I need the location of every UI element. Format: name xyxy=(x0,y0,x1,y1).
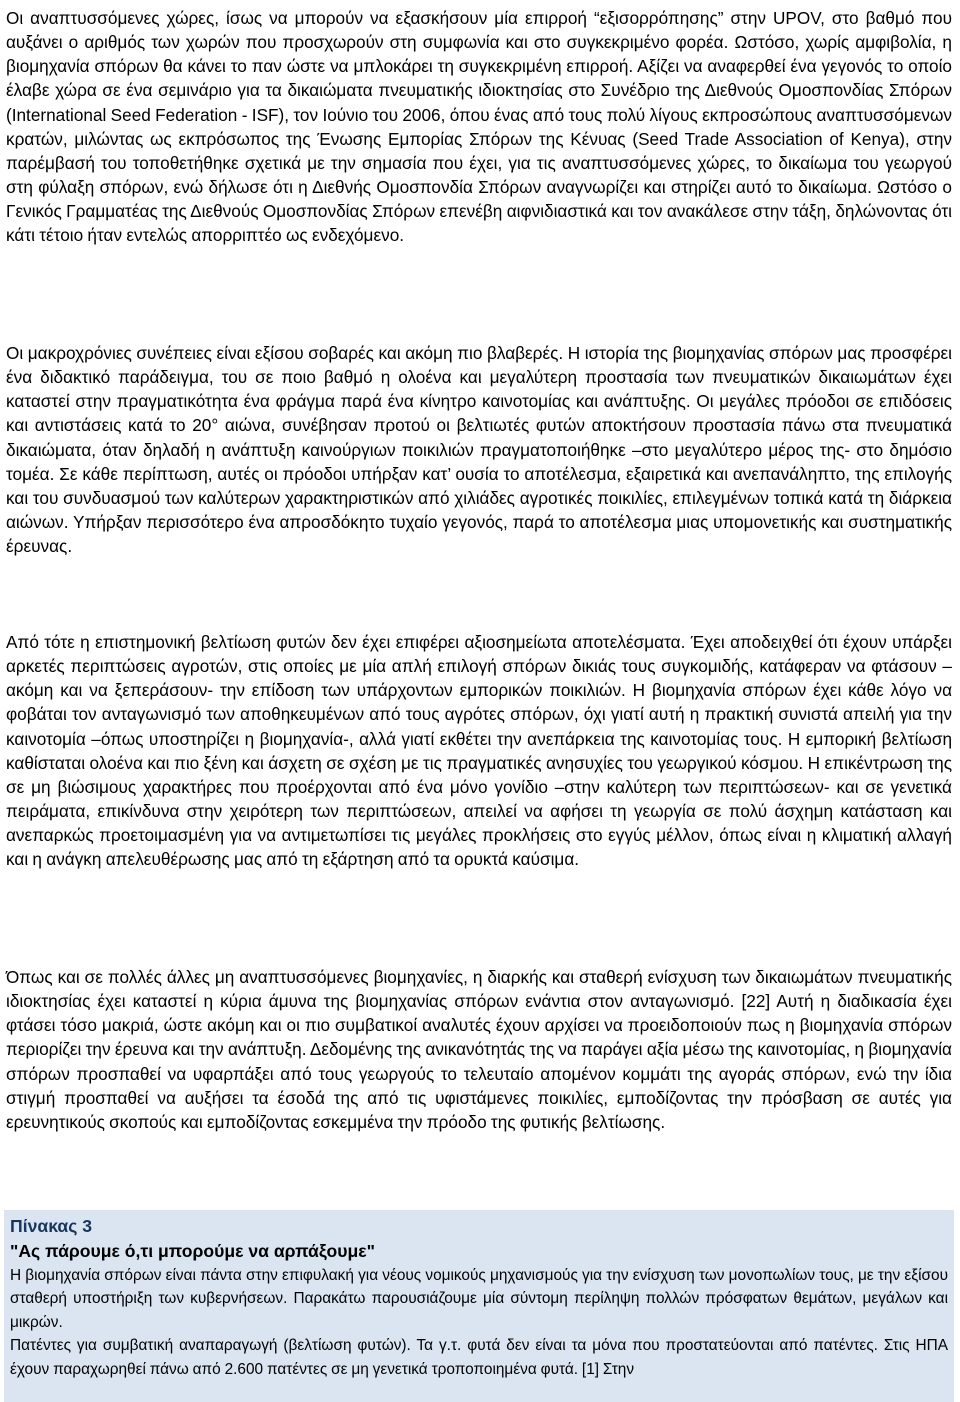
box-title: Πίνακας 3 xyxy=(10,1216,93,1236)
paragraph-ip-defense: Όπως και σε πολλές άλλες μη αναπτυσσόμενες βιομηχανίες, η διαρκής και σταθερή ενίσχυση των δικαιωμάτων πνευματικής ιδιοκτησίας έχει καταστεί η κύρια άμυνα της βιομηχανίας σπόρων ενάντια στον ανταγωνισμό. [22] Αυτή η διαδικασία έχει φτάσει τόσο μακριά, ώστε ακόμη και οι πιο συμβατικοί αναλυτές έχουν αρχίσει να προειδοποιούν πως η βιομηχανία σπόρων περιορίζει την έρευνα και την ανάπτυξη. Δεδομένης της ανικανότητάς της να παράγει αξία μέσω της καινοτομίας, η βιομηχανία σπόρων προσπαθεί να υφαρπάξει από τους γεωργούς το τελευταίο απομένον κομμάτι της αγοράς σπόρων, ενώ την ίδια στιγμή προσπαθεί να αυξήσει τα έσοδά της από τις υφιστάμενες ποικιλίες, εμποδίζοντας την πρόσβαση σε αυτές για ερευνητικούς σκοπούς και εμποδίζοντας εσκεμμένα την πρόοδο της φυτικής βελτίωσης. xyxy=(6,967,952,1132)
paragraph-scientific-breeding: Από τότε η επιστημονική βελτίωση φυτών δεν έχει επιφέρει αξιοσημείωτα αποτελέσματα. Έχει αποδειχθεί ότι έχουν υπάρξει αρκετές περιπτώσεις αγροτών, στις οποίες με μία απλή επιλογή σπόρων δικιάς τους συγκομιδής, κατάφεραν να φτάσουν –ακόμη και να ξεπεράσουν- την επίδοση των υπάρχοντων εμπορικών ποικιλιών. Η βιομηχανία σπόρων έχει κάθε λόγο να φοβάται τον ανταγωνισμό των αποθηκευμένων από τους αγρότες σπόρων, όχι γιατί αυτή η πρακτική συνιστά απειλή για την καινοτομία –όπως υποστηρίζει η βιομηχανία-, αλλά γιατί εκθέτει την ανεπάρκεια της καινοτομίας τους. Η εμπορική βελτίωση καθίσταται ολοένα και πιο ξένη και άσχετη σε σχέση με τις πραγματικές ανησυχίες του γεωργικού κόσμου. Η επικέντρωση της σε μη βιώσιμους χαρακτήρες που προέρχονται από ένα μόνο γονίδιο –στην καλύτερη των περιπτώσεων- και σε γενετικά πειράματα, επικίνδυνα στην χειρότερη των περιπτώσεων, απειλεί να αφήσει τη γεωργία σε πολύ άσχημη κατάσταση και ανεπαρκώς προετοιμασμένη για να αντιμετωπίσει τις μεγάλες προκλήσεις στο εγγύς μέλλον, όπως είναι η κλιματική αλλαγή και η ανάγκη απελευθέρωσης μας από τη εξάρτηση από τα ορυκτά καύσιμα. xyxy=(6,632,952,870)
paragraph-long-term-consequences: Οι μακροχρόνιες συνέπειες είναι εξίσου σοβαρές και ακόμη πιο βλαβερές. Η ιστορία της βιομηχανίας σπόρων μας προσφέρει ένα διδακτικό παράδειγμα, του σε ποιο βαθμό η ολοένα και μεγαλύτερη προστασία των πνευματικών δικαιωμάτων έχει καταστεί στην πραγματικότητα ένα φράγμα παρά ένα κίνητρο καινοτομίας και ανάπτυξης. Οι μεγάλες πρόοδοι σε επιδόσεις και αντιστάσεις κατά το 20° αιώνα, συνέβησαν προτού οι βελτιωτές φυτών αποκτήσουν προστασία πάνω στα πνευματικά δικαιώματα, όταν δηλαδή η ανάπτυξη καινούργιων ποικιλιών πραγματοποιήθηκε –στο μεγαλύτερο μέρος της- στο δημόσιο τομέα. Σε κάθε περίπτωση, αυτές οι πρόοδοι υπήρξαν κατ’ ουσία το αποτέλεσμα, εξαιρετικά και ανεπανάληπτο, της επιλογής και του συνδυασμού των καλύτερων χαρακτηριστικών από χιλιάδες αγροτικές ποικιλίες, επιλεγμένων τοπικά κατά τη διάρκεια αιώνων. Υπήρξαν περισσότερο ένα απροσδόκητο τυχαίο γεγονός, παρά το αποτέλεσμα μιας υπομονετικής και συστηματικής έρευνας. xyxy=(6,343,952,557)
box-patents-text: Πατέντες για συμβατική αναπαραγωγή (βελτίωση φυτών). Τα γ.τ. φυτά δεν είναι τα μόνα που προστατεύονται από πατέντες. Στις ΗΠΑ έχουν παραχωρηθεί πάνω από 2.600 πατέντες σε μη γενετικά τροποποιημένα φυτά. [1] Στην xyxy=(10,1337,948,1378)
table-3-box xyxy=(4,1210,954,1402)
paragraph-upov-influence: Οι αναπτυσσόμενες χώρες, ίσως να μπορούν να εξασκήσουν μία επιρροή “εξισορρόπησης” στην UPOV, στο βαθμό που αυξάνει ο αριθμός των χωρών που προσχωρούν στη συμφωνία και στο συγκεκριμένο φορέα. Ωστόσο, χωρίς αμφιβολία, η βιομηχανία σπόρων θα κάνει το παν ώστε να μπλοκάρει τη συγκεκριμένη επιρροή. Αξίζει να αναφερθεί ένα γεγονός το οποίο έλαβε χώρα σε ένα σεμινάριο για τα δικαιώματα πνευματικής ιδιοκτησίας στο Συνέδριο της Διεθνούς Ομοσπονδίας Σπόρων (International Seed Federation - ISF), τον Ιούνιο του 2006, όπου ένας από τους πολύ λίγους εκπροσώπους αναπτυσσόμενων κρατών, μιλώντας ως εκπρόσωπος της Ένωσης Εμπορίας Σπόρων της Κένυας (Seed Trade Association of Kenya), στην παρέμβασή του τοποθετήθηκε σχετικά με την σημασία που έχει, για τις αναπτυσσόμενες χώρες, το δικαίωμα του γεωργού στη φύλαξη σπόρων, ενώ δήλωσε ότι η Διεθνής Ομοσπονδία Σπόρων αναγνωρίζει και στηρίζει αυτό το δικαίωμα. Ωστόσο ο Γενικός Γραμματέας της Διεθνούς Ομοσπονδίας Σπόρων επενέβη αιφνιδιαστικά και τον ανακάλεσε στην τάξη, δηλώνοντας ότι κάτι τέτοιο ήταν εντελώς απορριπτέο ως ενδεχόμενο. xyxy=(6,8,952,246)
box-intro-text: Η βιομηχανία σπόρων είναι πάντα στην επιφυλακή για νέους νομικούς μηχανισμούς για την ενίσχυση των μονοπωλίων τους, με την εξίσου σταθερή υποστήριξη των κυβερνήσεων. Παρακάτω παρουσιάζουμε μία σύντομη περίληψη πολλών πρόσφατων θεμάτων, μεγάλων και μικρών. xyxy=(10,1267,948,1331)
box-subtitle: "Ας πάρουμε ό,τι μπορούμε να αρπάξουμε" xyxy=(10,1241,375,1261)
